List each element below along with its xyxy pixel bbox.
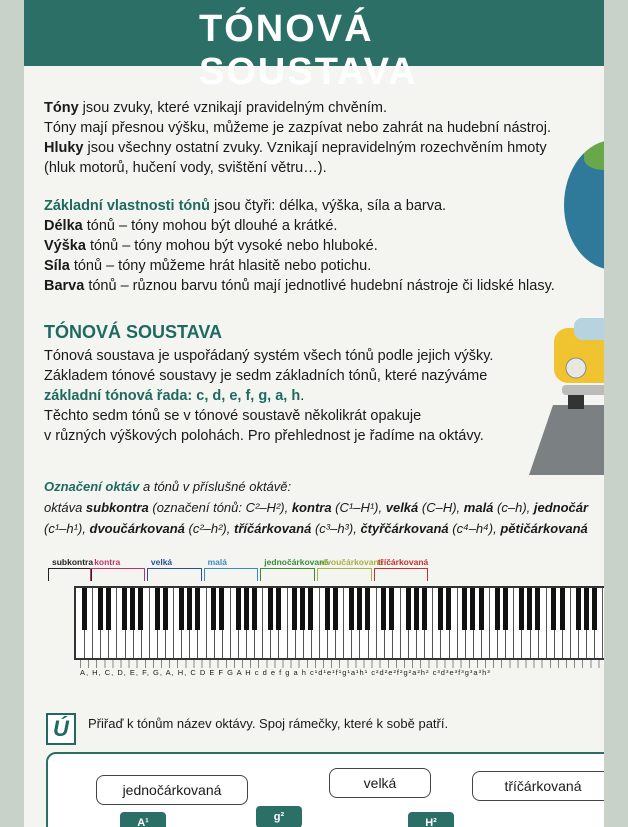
black-key: [122, 588, 127, 630]
octave-bracket: [204, 568, 259, 581]
white-key: [603, 588, 605, 658]
black-key: [106, 588, 111, 630]
octave-bracket: [260, 568, 315, 581]
black-key: [276, 588, 281, 630]
octave-bracket: [374, 568, 429, 581]
black-key: [479, 588, 484, 630]
octave-name-label: kontra: [94, 557, 121, 567]
car-illustration: [544, 310, 604, 420]
black-key: [300, 588, 305, 630]
octave-name-label: tříčárkovaná: [377, 557, 429, 567]
black-key: [308, 588, 313, 630]
black-key: [365, 588, 370, 630]
black-key: [414, 588, 419, 630]
tone-tag-h2[interactable]: H²: [408, 812, 454, 827]
black-key: [333, 588, 338, 630]
key-ticks: [80, 660, 604, 668]
black-key: [592, 588, 597, 630]
black-key: [446, 588, 451, 630]
black-key: [503, 588, 508, 630]
black-key: [211, 588, 216, 630]
intro-paragraph: Tóny jsou zvuky, které vznikají pravidelným chvěním. Tóny mají přesnou výšku, můžeme je zazpívat nebo zahrát na hudební nástroj. Hluky jsou všechny ostatní zvuky. Vznikají nepravidelným rozechvěním hmoty (hluk motorů, hučení vody, svištění větru…).: [44, 100, 551, 176]
octave-name-label: dvoučárkovaná: [321, 557, 384, 567]
task-badge: Ú: [46, 713, 76, 745]
octave-name-label: jednočárkovaná: [264, 557, 330, 567]
black-key: [560, 588, 565, 630]
black-key: [130, 588, 135, 630]
black-key: [244, 588, 249, 630]
piano-keyboard: [74, 586, 604, 660]
octave-bracket: [317, 568, 372, 581]
octave-bracket: [90, 568, 145, 581]
octave-name-label: velká: [150, 557, 173, 567]
black-key: [406, 588, 411, 630]
answer-box-jednocarkovana[interactable]: jednočárkovaná: [96, 775, 248, 805]
black-key: [357, 588, 362, 630]
octave-name-label: malá: [207, 557, 227, 567]
black-key: [349, 588, 354, 630]
black-key: [527, 588, 532, 630]
answer-box-velka[interactable]: velká: [329, 768, 431, 798]
black-key: [462, 588, 467, 630]
black-key: [163, 588, 168, 630]
black-key: [519, 588, 524, 630]
page-title: TÓNOVÁ SOUSTAVA: [199, 8, 418, 93]
answer-box-tricarkovana[interactable]: tříčárkovaná: [472, 771, 604, 801]
black-key: [195, 588, 200, 630]
black-key: [219, 588, 224, 630]
black-key: [187, 588, 192, 630]
section-paragraph: Tónová soustava je uspořádaný systém všech tónů podle jejich výšky. Základem tónové soustavy je sedm základních tónů, které nazýváme základní tónová řada: c, d, e, f, g, a, h. Těchto sedm tónů se v tónové soustavě několikrát opakuje v různých výškových polohách. Pro přehlednost je řadíme na oktávy.: [44, 348, 494, 444]
black-key: [422, 588, 427, 630]
black-key: [252, 588, 257, 630]
term-hluky: Hluky: [44, 140, 84, 156]
black-key: [495, 588, 500, 630]
black-key: [155, 588, 160, 630]
black-key: [535, 588, 540, 630]
black-key: [389, 588, 394, 630]
tone-tag-g2[interactable]: g²: [256, 806, 302, 827]
black-key: [82, 588, 87, 630]
header-banner: [24, 0, 604, 93]
section-title: TÓNOVÁ SOUSTAVA: [44, 322, 223, 342]
properties-paragraph: Základní vlastnosti tónů jsou čtyři: délka, výška, síla a barva. Délka tónů – tóny mohou být dlouhé a krátké. Výška tónů – tóny mohou být vysoké nebo hluboké. Síla tónů – tóny můžeme hrát hlasitě nebo potichu. Barva tónů – různou barvu tónů mají jednotlivé hudební nástroje či lidské hlasy.: [44, 198, 555, 294]
black-key: [325, 588, 330, 630]
earth-illustration: [564, 140, 604, 270]
octave-bracket: [147, 568, 202, 581]
black-key: [584, 588, 589, 630]
black-key: [179, 588, 184, 630]
black-key: [236, 588, 241, 630]
term-tony: Tóny: [44, 100, 79, 116]
black-key: [576, 588, 581, 630]
black-key: [438, 588, 443, 630]
note-names-row: A, H, C, D, E, F, G, A, H, C D E F G A H c d e f g a h c¹d¹e¹f¹g¹a¹h¹ c²d²e²f²g²a²h² c³d³e³f³g³a³h³: [80, 668, 491, 677]
black-key: [98, 588, 103, 630]
black-key: [268, 588, 273, 630]
black-key: [292, 588, 297, 630]
octave-bracket: [48, 568, 92, 581]
black-key: [551, 588, 556, 630]
task-instruction: Přiřaď k tónům název oktávy. Spoj rámečky, které k sobě patří.: [88, 716, 449, 731]
worksheet-page: [24, 0, 604, 827]
tone-tag-a1[interactable]: A¹: [120, 812, 166, 827]
black-key: [138, 588, 143, 630]
octave-name-label: subkontra: [52, 557, 94, 567]
octave-legend: Označení oktáv a tónů v příslušné oktávě: oktáva subkontra (označení tónů: C²–H²), kontra (C¹–H¹), velká (C–H), malá (c–h), jednočár (c¹–h¹), dvoučárkovaná (c²–h²), tříčárkovaná (c³–h³), čtyřčárkovaná (c⁴–h⁴), pětičárkovaná: [44, 479, 589, 536]
black-key: [381, 588, 386, 630]
black-key: [470, 588, 475, 630]
